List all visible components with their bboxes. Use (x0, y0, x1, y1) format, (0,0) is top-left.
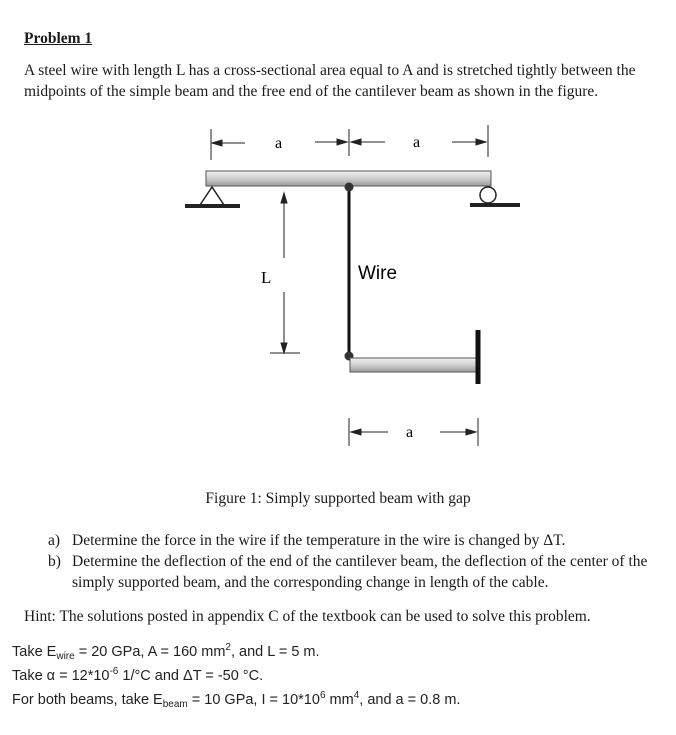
problem-statement: A steel wire with length L has a cross-sectional area equal to A and is stretched tightly between the midpoints of the simple beam and the free end of the cantilever beam as shown in the figure. (24, 62, 636, 100)
dim-a-right: a (413, 134, 421, 151)
top-dimension (211, 125, 488, 160)
wire-top-pin (345, 183, 354, 192)
hint: Hint: The solutions posted in appendix C of the textbook can be used to solve this problem. (24, 608, 591, 625)
dim-a-left: a (275, 135, 283, 152)
figure-caption: Figure 1: Simply supported beam with gap (205, 490, 471, 507)
length-dimension (270, 193, 300, 353)
given-line-3: For both beams, take $E_{beam} = 10$ GPa, $I = 10*10^6$ $mm^4$, and a = 0.8 m. (12, 690, 461, 710)
dim-L: L (261, 268, 272, 287)
given-line-2: Take $\alpha = 12*10^{-6}$ 1/°C and ΔT = -50 °C. (12, 666, 264, 684)
question-b-label: b) (48, 553, 61, 570)
bottom-dimension (349, 418, 478, 446)
question-a-text: Determine the force in the wire if the temperature in the wire is changed by ΔT. (72, 532, 566, 549)
question-b (48, 551, 668, 593)
question-b-text: Determine the deflection of the end of the cantilever beam, the deflection of the center of the simply supported beam, and the corresponding change in length of the cable. (72, 553, 648, 591)
roller-support (470, 187, 520, 205)
question-a (48, 530, 668, 551)
given-line-1: Take $E_{wire} = 20$ GPa, A = 160 $mm^2$, and L = 5 m. (12, 642, 320, 662)
question-list (48, 530, 668, 593)
cantilever-beam (350, 358, 476, 372)
problem-title: Problem 1 (24, 30, 93, 47)
question-a-label: a) (48, 532, 61, 549)
dim-a-bottom: a (406, 424, 414, 441)
pin-support (185, 187, 240, 206)
wire-label: Wire (358, 263, 398, 284)
